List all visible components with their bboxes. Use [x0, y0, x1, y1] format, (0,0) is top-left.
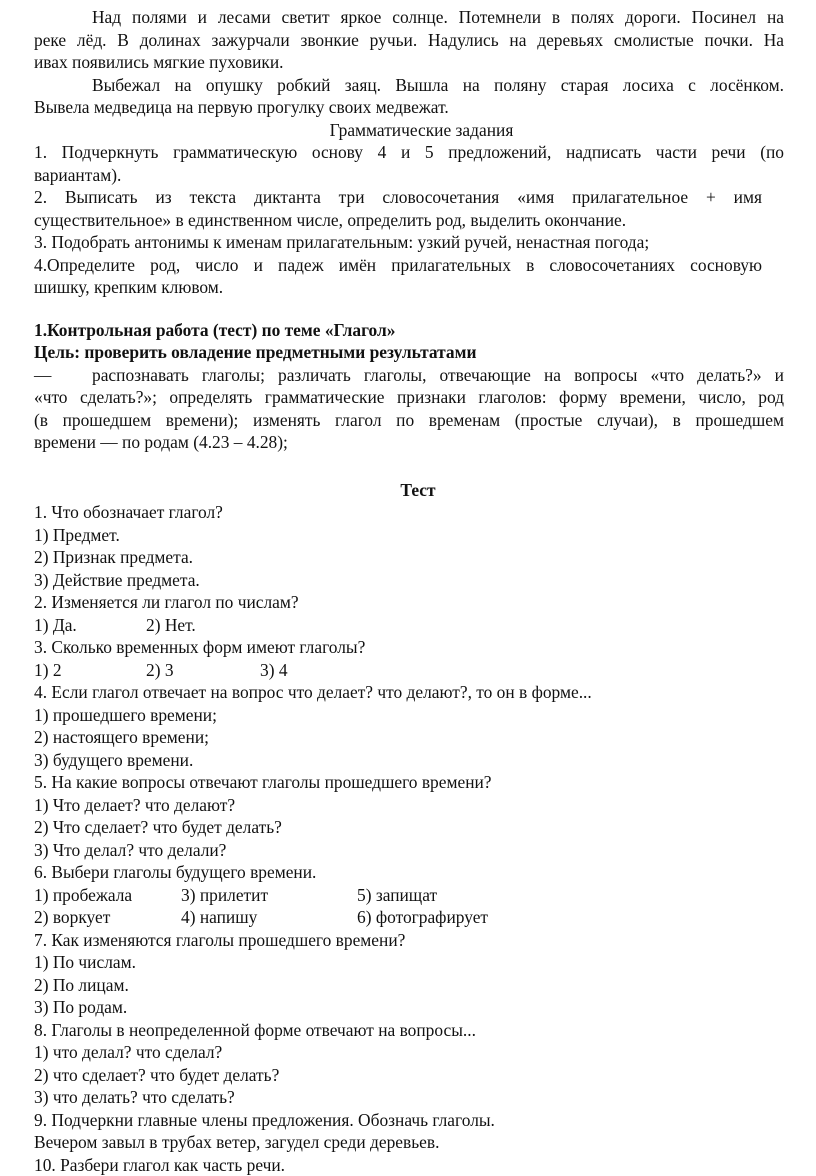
dictation-line: Над полями и лесами светит яркое солнце. Потемнели в полях дороги. Посинел на [34, 6, 784, 29]
question: 5. На какие вопросы отвечают глаголы прошедшего времени? [34, 771, 784, 794]
answer-option: 2) настоящего времени; [34, 726, 784, 749]
answer-option: 3) что делать? что сделать? [34, 1086, 784, 1109]
dictation-line: реке лёд. В долинах зажурчали звонкие ручьи. Надулись на деревьях смолистые почки. На [34, 29, 784, 52]
answer-row [34, 659, 784, 682]
question: 6. Выбери глаголы будущего времени. [34, 861, 784, 884]
answer-option: 2) 3 [146, 659, 260, 682]
question: 3. Сколько временных форм имеют глаголы? [34, 636, 784, 659]
grammar-title: Грамматические задания [34, 119, 784, 142]
question: 4. Если глагол отвечает на вопрос что делает? что делают?, то он в форме... [34, 681, 784, 704]
answer-option: 4) напишу [181, 906, 357, 929]
grammar-line: вариантам). [34, 164, 784, 187]
goal-line-text: распознавать глаголы; различать глаголы, отвечающие на вопросы «что делать?» и [92, 365, 784, 385]
answer-row [34, 906, 784, 929]
question: 7. Как изменяются глаголы прошедшего времени? [34, 929, 784, 952]
grammar-line: существительное» в единственном числе, определить род, выделить окончание. [34, 209, 784, 232]
answer-option: 2) По лицам. [34, 974, 784, 997]
answer-option: 1) прошедшего времени; [34, 704, 784, 727]
answer-option: 2) воркует [34, 906, 181, 929]
answer-option: 1) По числам. [34, 951, 784, 974]
question: 10. Разбери глагол как часть речи. [34, 1154, 784, 1176]
answer-option: 2) Что сделает? что будет делать? [34, 816, 784, 839]
answer-option: 2) Нет. [146, 614, 196, 637]
dictation-line: Выбежал на опушку робкий заяц. Вышла на поляну старая лосиха с лосёнком. [34, 74, 784, 97]
test-title: Тест [34, 479, 784, 502]
answer-option: 2) что сделает? что будет делать? [34, 1064, 784, 1087]
question: 1. Что обозначает глагол? [34, 501, 784, 524]
question: 8. Глаголы в неопределенной форме отвечают на вопросы... [34, 1019, 784, 1042]
dash-mark: — [34, 364, 92, 387]
answer-option: 1) что делал? что сделал? [34, 1041, 784, 1064]
question: 9. Подчеркни главные члены предложения. Обозначь глаголы. [34, 1109, 784, 1132]
answer-option: 3) прилетит [181, 884, 357, 907]
answer-option: 3) 4 [260, 659, 288, 682]
answer-option: 6) фотографирует [357, 906, 488, 929]
grammar-line: 2. Выписать из текста диктанта три словосочетания «имя прилагательное + имя [34, 186, 784, 209]
grammar-line: 1. Подчеркнуть грамматическую основу 4 и 5 предложений, надписать части речи (по [34, 141, 784, 164]
answer-option: 1) Предмет. [34, 524, 784, 547]
answer-option: 1) Да. [34, 614, 146, 637]
goal-line [34, 364, 784, 387]
answer-option: 3) По родам. [34, 996, 784, 1019]
answer-row [34, 614, 784, 637]
answer-option: 1) Что делает? что делают? [34, 794, 784, 817]
answer-option: 3) Что делал? что делали? [34, 839, 784, 862]
answer-option: 1) 2 [34, 659, 146, 682]
answer-option: 3) Действие предмета. [34, 569, 784, 592]
dictation-line: ивах появились мягкие пуховики. [34, 51, 784, 74]
answer-option: 5) запищат [357, 884, 437, 907]
goal-line: «что сделать?»; определять грамматические признаки глаголов: форму времени, число, род [34, 386, 784, 409]
test-goal: Цель: проверить овладение предметными результатами [34, 341, 784, 364]
answer-option: 2) Признак предмета. [34, 546, 784, 569]
answer-option: 1) пробежала [34, 884, 181, 907]
dictation-line: Вывела медведица на первую прогулку своих медвежат. [34, 96, 784, 119]
grammar-line: 3. Подобрать антонимы к именам прилагательным: узкий ручей, ненастная погода; [34, 231, 784, 254]
goal-line: (в прошедшем времени); изменять глагол по временам (простые случаи), в прошедшем [34, 409, 784, 432]
document-page [34, 6, 784, 1176]
grammar-line: шишку, крепким клювом. [34, 276, 784, 299]
test-heading: 1.Контрольная работа (тест) по теме «Глагол» [34, 319, 784, 342]
answer-row [34, 884, 784, 907]
exercise-sentence: Вечером завыл в трубах ветер, загудел среди деревьев. [34, 1131, 784, 1154]
answer-option: 3) будущего времени. [34, 749, 784, 772]
grammar-line: 4.Определите род, число и падеж имён прилагательных в словосочетаниях сосновую [34, 254, 784, 277]
question: 2. Изменяется ли глагол по числам? [34, 591, 784, 614]
goal-line: времени — по родам (4.23 – 4.28); [34, 431, 784, 454]
